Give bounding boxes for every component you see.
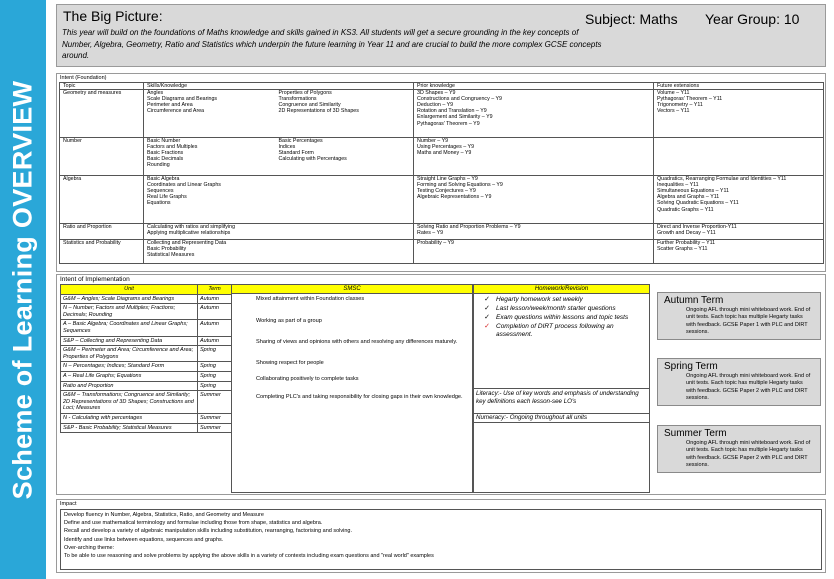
literacy-note: Literacy:- Use of key words and emphasis of understanding key definitions each lesson-see LO's <box>474 388 649 407</box>
future-extensions-cell <box>654 240 824 264</box>
impact-line: Define and use mathematical terminology and formulae including those from shape, statistics and algebra. <box>64 520 323 527</box>
skills-list <box>279 240 411 258</box>
skill-item: Equations <box>147 200 171 207</box>
prior-item: Rates – Y9 <box>417 230 444 237</box>
skill-item: Scale Diagrams and Bearings <box>147 96 218 103</box>
prior-knowledge-cell <box>414 90 654 138</box>
check-icon: ✓ <box>484 296 490 303</box>
future-item: Pythagoras' Theorem – Y11 <box>657 96 723 103</box>
intent-header-row <box>60 83 824 90</box>
impact-header: Impact <box>60 501 77 507</box>
table-row <box>61 320 232 336</box>
impact-line: Identify and use links between equations, sequences and graphs. <box>64 536 224 543</box>
skills-cell <box>144 176 414 224</box>
sidebar-banner <box>0 0 46 579</box>
big-picture-panel <box>56 4 826 67</box>
prior-item: Forming and Solving Equations – Y9 <box>417 182 503 189</box>
summer-term-box <box>657 425 821 473</box>
future-item: Simultaneous Equations – Y11 <box>657 188 729 195</box>
table-row <box>61 304 232 320</box>
skills-columns <box>147 176 410 206</box>
homework-item <box>478 314 648 322</box>
unit-cell: S&P – Collecting and Representing Data <box>61 336 198 346</box>
future-extensions-cell <box>654 138 824 176</box>
term-cell: Spring <box>198 381 232 391</box>
skills-columns <box>147 138 410 168</box>
units-table <box>60 284 232 433</box>
impact-line: To be able to use reasoning and solve problems by applying the above skills in a variety of contexts including exam questions and "real world" examples <box>64 553 434 560</box>
spring-term-box <box>657 358 821 406</box>
unit-cell: G&M – Angles; Scale Diagrams and Bearings <box>61 294 198 304</box>
skill-item: Collecting and Representing Data <box>147 240 227 247</box>
smsc-item: Sharing of views and opinions with others and resolving any differences maturely. <box>256 339 458 345</box>
skills-list <box>147 224 279 236</box>
big-picture-text: This year will build on the foundations of Maths knowledge and skills gained in KS3. All students will get a secure grounding in the key concepts of Number, Algebra, Geometry, Ratio and Statistics which underpin the future learning in Year 11 and are crucial to build the more complex GCSE concepts around. <box>62 28 602 60</box>
prior-knowledge-cell <box>414 224 654 240</box>
table-row <box>60 176 824 224</box>
homework-text: Last lesson/week/month starter questions <box>496 305 616 312</box>
topic-cell: Algebra <box>60 176 144 224</box>
future-extensions-cell <box>654 224 824 240</box>
unit-cell: G&M – Perimeter and Area; Circumference and Area; Properties of Polygons <box>61 346 198 362</box>
skill-item: Basic Decimals <box>147 156 184 163</box>
homework-list <box>478 296 648 340</box>
table-row <box>61 294 232 304</box>
prior-item: Constructions and Congruency – Y9 <box>417 96 502 103</box>
future-item: Direct and Inverse Proportion-Y11 <box>657 224 737 231</box>
skill-item: Standard Form <box>278 150 314 157</box>
future-extensions-cell <box>654 90 824 138</box>
prior-item: Maths and Money – Y9 <box>417 150 472 157</box>
units-header-row <box>61 285 232 295</box>
smsc-item: Completing PLC's and taking responsibility for closing gaps in their own knowledge. <box>256 394 463 400</box>
skill-item: Coordinates and Linear Graphs <box>147 182 221 189</box>
smsc-item: Showing respect for people <box>256 360 324 366</box>
future-item: Further Probability – Y11 <box>657 240 716 247</box>
prior-item: Rotation and Translation – Y9 <box>417 108 487 115</box>
skill-item: Rounding <box>147 162 170 169</box>
table-row <box>61 381 232 391</box>
column-header: Skills/Knowledge <box>144 83 414 90</box>
prior-knowledge-cell <box>414 176 654 224</box>
skills-columns <box>147 240 410 258</box>
skills-list <box>147 240 279 258</box>
homework-item <box>478 323 648 339</box>
skills-list <box>279 176 411 206</box>
table-row <box>61 336 232 346</box>
term-text: Ongoing AFL through mini whiteboard work. End of unit tests. Each topic has multiple Hegarty tasks with feedback. GCSE Paper 2 with PLC and DIRT sessions. <box>686 440 811 469</box>
skill-item: Basic Algebra <box>147 176 180 183</box>
impact-line: Over-arching theme: <box>64 544 115 551</box>
skills-cell <box>144 224 414 240</box>
skill-item: Properties of Polygons <box>278 90 332 97</box>
skill-item: Sequences <box>147 188 174 195</box>
skills-list <box>147 90 279 114</box>
prior-item: Enlargement and Similarity – Y9 <box>417 114 493 121</box>
check-icon: ✓ <box>484 305 490 312</box>
term-cell: Spring <box>198 362 232 372</box>
skill-item: Factors and Multiples <box>147 144 198 151</box>
homework-item <box>478 296 648 304</box>
homework-text: Exam questions within lessons and topic tests <box>496 314 629 321</box>
unit-cell: S&P - Basic Probability; Statistical Measures <box>61 423 198 433</box>
term-cell: Spring <box>198 346 232 362</box>
subject-label: Subject: Maths <box>585 11 678 27</box>
unit-column-header: Unit <box>61 285 198 295</box>
prior-item: Pythagoras' Theorem – Y9 <box>417 120 480 127</box>
implementation-header: Intent of Implementation <box>60 276 130 283</box>
term-title: Summer Term <box>664 428 727 439</box>
unit-cell: N – Percentages; Indices; Standard Form <box>61 362 198 372</box>
unit-cell: G&M – Transformations; Congruence and Similarity; 2D Representations of 3D Shapes; Constructions and Loci; Measures <box>61 391 198 414</box>
topic-cell: Geometry and measures <box>60 90 144 138</box>
skill-item: 2D Representations of 3D Shapes <box>278 108 359 115</box>
topic-cell: Number <box>60 138 144 176</box>
smsc-item: Collaborating positively to complete tasks <box>256 376 359 382</box>
skill-item: Indices <box>278 144 296 151</box>
skill-item: Perimeter and Area <box>147 102 193 109</box>
year-group-label: Year Group: 10 <box>705 11 800 27</box>
skills-columns <box>147 224 410 236</box>
prior-item: Algebraic Representations – Y9 <box>417 194 492 201</box>
prior-item: Probability – Y9 <box>417 240 455 247</box>
topic-cell: Ratio and Proportion <box>60 224 144 240</box>
skill-item: Basic Probability <box>147 246 187 253</box>
prior-item: Using Percentages – Y9 <box>417 144 475 151</box>
intent-header: Intent (Foundation) <box>60 75 107 81</box>
future-item: Vectors – Y11 <box>657 108 690 115</box>
future-item: Algebra and Graphs – Y11 <box>657 194 720 201</box>
term-cell: Spring <box>198 371 232 381</box>
skills-list <box>279 138 411 168</box>
skills-list <box>147 176 279 206</box>
table-row <box>61 371 232 381</box>
column-header: Prior knowledge <box>414 83 654 90</box>
intent-panel <box>56 73 826 272</box>
topic-cell: Statistics and Probability <box>60 240 144 264</box>
check-icon: ✓ <box>484 314 490 321</box>
smsc-column <box>231 284 473 493</box>
column-header: Topic <box>60 83 144 90</box>
prior-item: Straight Line Graphs – Y9 <box>417 176 478 183</box>
unit-cell: A – Real Life Graphs; Equations <box>61 371 198 381</box>
homework-header: Homework/Revision <box>474 285 649 294</box>
skills-cell <box>144 240 414 264</box>
prior-item: Solving Ratio and Proportion Problems – Y9 <box>417 224 521 231</box>
skill-item: Transformations <box>278 96 317 103</box>
skill-item: Real Life Graphs <box>147 194 187 201</box>
unit-cell: Ratio and Proportion <box>61 381 198 391</box>
unit-cell: A – Basic Algebra; Coordinates and Linear Graphs; Sequences <box>61 320 198 336</box>
homework-column <box>473 284 650 493</box>
sidebar-title: Scheme of Learning OVERVIEW <box>7 80 38 500</box>
skills-list <box>279 90 411 114</box>
term-cell: Autumn <box>198 294 232 304</box>
impact-panel <box>56 499 826 573</box>
prior-item: 3D Shapes – Y9 <box>417 90 456 97</box>
skills-cell <box>144 90 414 138</box>
prior-knowledge-cell <box>414 240 654 264</box>
homework-text: Completion of DIRT process following an assessment. <box>496 323 614 338</box>
term-cell: Summer <box>198 391 232 414</box>
future-extensions-cell <box>654 176 824 224</box>
future-item: Solving Quadratic Equations – Y11 <box>657 200 739 207</box>
future-item: Scatter Graphs – Y11 <box>657 246 708 253</box>
table-row <box>61 346 232 362</box>
skill-item: Calculating with Percentages <box>278 156 347 163</box>
table-row <box>61 362 232 372</box>
term-cell: Autumn <box>198 304 232 320</box>
smsc-item: Working as part of a group <box>256 318 322 324</box>
skill-item: Statistical Measures <box>147 252 195 259</box>
implementation-panel <box>56 274 826 495</box>
term-cell: Autumn <box>198 320 232 336</box>
future-item: Quadratic Graphs – Y11 <box>657 206 714 213</box>
impact-line: Develop fluency in Number, Algebra, Statistics, Ratio, and Geometry and Measure <box>64 512 264 518</box>
skill-item: Congruence and Similarity <box>278 102 341 109</box>
term-title: Autumn Term <box>664 295 724 306</box>
homework-item <box>478 305 648 313</box>
term-cell: Summer <box>198 413 232 423</box>
skill-item: Applying multiplicative relationships <box>147 230 231 237</box>
impact-line: Recall and develop a variety of algebraic manipulation skills including substitution, rearranging, factorising and solving. <box>64 528 352 535</box>
table-row <box>60 138 824 176</box>
skill-item: Basic Percentages <box>278 138 323 145</box>
term-text: Ongoing AFL through mini whiteboard work. End of unit tests. Each topic has multiple Hegarty tasks with feedback. GCSE Paper 1 with PLC and DIRT sessions. <box>686 307 811 336</box>
unit-cell: N - Calculating with percentages <box>61 413 198 423</box>
unit-cell: N – Number; Factors and Multiples; Fractions; Decimals; Rounding <box>61 304 198 320</box>
prior-knowledge-cell <box>414 138 654 176</box>
numeracy-note: Numeracy:- Ongoing throughout all units <box>474 413 649 423</box>
check-icon: ✓ <box>484 323 490 330</box>
future-item: Quadratics, Rearranging Formulae and Identities – Y11 <box>657 176 787 183</box>
term-title: Spring Term <box>664 361 718 372</box>
column-header: Future extensions <box>654 83 824 90</box>
table-row <box>60 224 824 240</box>
future-item: Trigonometry – Y11 <box>657 102 703 109</box>
skill-item: Angles <box>147 90 164 97</box>
smsc-item: Mixed attainment within Foundation classes <box>256 296 365 302</box>
table-row <box>61 413 232 423</box>
table-row <box>61 391 232 414</box>
term-cell: Autumn <box>198 336 232 346</box>
table-row <box>61 423 232 433</box>
intent-table <box>59 82 824 264</box>
skill-item: Basic Fractions <box>147 150 184 157</box>
term-column-header: Term <box>198 285 232 295</box>
autumn-term-box <box>657 292 821 340</box>
skills-columns <box>147 90 410 114</box>
skill-item: Calculating with ratios and simplifying <box>147 224 236 231</box>
skills-cell <box>144 138 414 176</box>
future-item: Inequalities – Y11 <box>657 182 699 189</box>
table-row <box>60 90 824 138</box>
smsc-header: SMSC <box>232 285 472 294</box>
big-picture-title: The Big Picture: <box>63 8 163 24</box>
table-row <box>60 240 824 264</box>
skills-list <box>147 138 279 168</box>
future-item: Growth and Decay – Y11 <box>657 230 716 237</box>
homework-text: Hegarty homework set weekly <box>496 296 583 303</box>
future-item: Volume – Y11 <box>657 90 690 97</box>
prior-item: Testing Conjectures – Y9 <box>417 188 476 195</box>
term-text: Ongoing AFL through mini whiteboard work. End of unit tests. Each topic has multiple Hegarty tasks with feedback. GCSE Paper 2 with PLC and DIRT sessions. <box>686 373 811 402</box>
skill-item: Basic Number <box>147 138 181 145</box>
skills-list <box>279 224 411 236</box>
term-cell: Summer <box>198 423 232 433</box>
skill-item: Circumference and Area <box>147 108 205 115</box>
impact-box <box>60 509 822 570</box>
prior-item: Deduction – Y9 <box>417 102 454 109</box>
prior-item: Number – Y9 <box>417 138 449 145</box>
